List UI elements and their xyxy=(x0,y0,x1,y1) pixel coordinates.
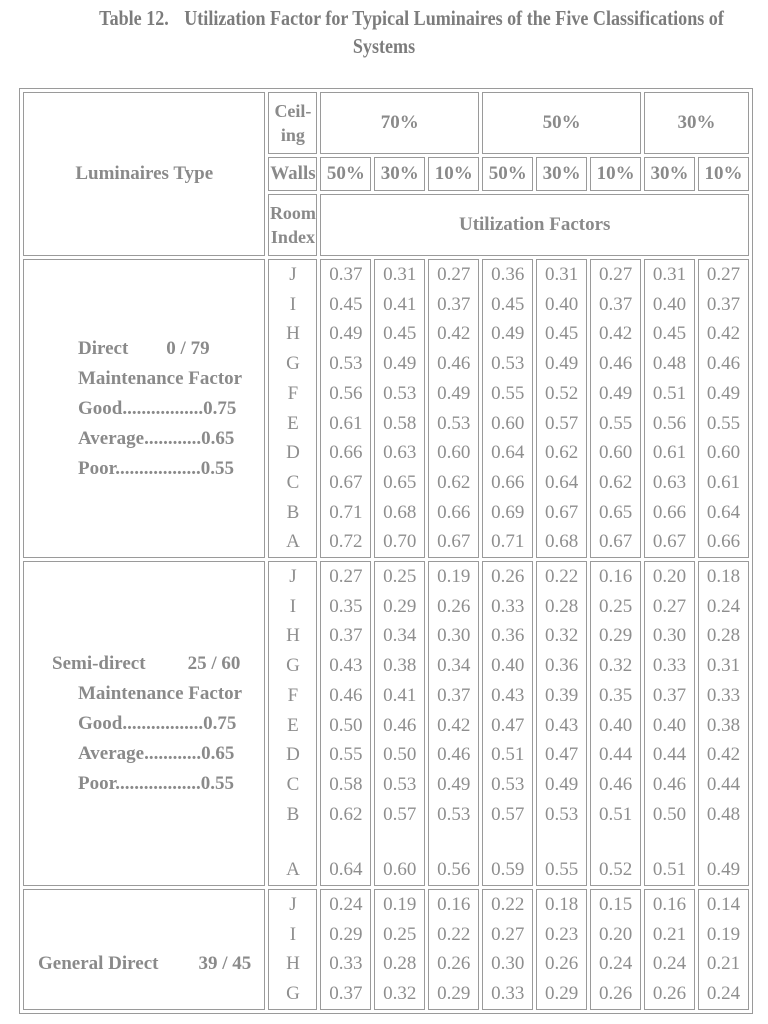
utilization-factor-cell: 0.37 xyxy=(437,684,471,706)
utilization-factor-cell: 0.14 xyxy=(706,894,741,916)
utilization-factor-cell: 0.26 xyxy=(437,953,471,975)
utilization-factor-cell: 0.53 xyxy=(491,353,525,375)
utilization-factor-cell: 0.26 xyxy=(652,983,687,1005)
utilization-factor-cell: 0.36 xyxy=(491,264,525,285)
utilization-factor-cell: 0.53 xyxy=(329,353,363,375)
luminaires-type-header: Luminaires Type xyxy=(23,92,265,256)
utilization-factor-cell: 0.51 xyxy=(598,803,633,825)
maintenance-poor: Poor..................0.55 xyxy=(78,772,235,794)
utilization-factor-cell: 0.48 xyxy=(652,353,687,375)
utilization-factor-cell: 0.21 xyxy=(652,923,687,945)
utilization-factor-cell: 0.28 xyxy=(706,625,741,647)
maintenance-factor-label: Maintenance Factor xyxy=(78,682,243,704)
utilization-factor-cell: 0.69 xyxy=(491,501,525,523)
room-index-column xyxy=(268,889,317,1010)
utilization-factor-cell: 0.67 xyxy=(437,531,471,553)
utilization-factor-cell: 0.29 xyxy=(383,595,417,617)
factor-column xyxy=(320,259,371,558)
utilization-factor-cell: 0.46 xyxy=(652,773,687,795)
type-name: General Direct xyxy=(38,952,159,974)
room-index-header xyxy=(268,194,317,256)
utilization-factor-cell: 0.38 xyxy=(383,655,417,677)
ceiling-group-50: 50% xyxy=(482,92,641,154)
utilization-factor-cell: 0.53 xyxy=(383,773,417,795)
factor-column xyxy=(644,889,695,1010)
room-index-value: A xyxy=(286,859,300,881)
room-index-value: J xyxy=(289,566,297,588)
utilization-factor-cell: 0.66 xyxy=(652,501,687,523)
utilization-factor-cell: 0.16 xyxy=(598,566,633,588)
factor-column xyxy=(428,889,479,1010)
utilization-factor-cell: 0.28 xyxy=(545,595,579,617)
utilization-factor-cell: 0.33 xyxy=(329,953,363,975)
room-index-value: F xyxy=(287,684,299,706)
utilization-factor-cell: 0.62 xyxy=(437,471,471,493)
utilization-factor-cell: 0.27 xyxy=(329,566,363,588)
utilization-factor-cell: 0.18 xyxy=(545,894,579,916)
utilization-factor-cell: 0.16 xyxy=(437,894,471,916)
utilization-factor-cell: 0.37 xyxy=(652,684,687,706)
utilization-factor-cell: 0.60 xyxy=(437,442,471,464)
room-index-value: G xyxy=(286,983,300,1005)
utilization-factor-cell: 0.50 xyxy=(383,744,417,766)
walls-value: 30% xyxy=(644,157,695,191)
utilization-factor-cell: 0.40 xyxy=(652,293,687,315)
walls-value: 30% xyxy=(374,157,425,191)
factor-column xyxy=(482,889,533,1010)
ceiling-header-line-2: ing xyxy=(280,125,305,145)
luminaire-type-semi-direct xyxy=(23,561,265,886)
utilization-factor-cell: 0.26 xyxy=(491,566,525,588)
utilization-factor-cell: 0.62 xyxy=(545,442,579,464)
utilization-factor-cell: 0.16 xyxy=(652,894,687,916)
utilization-factor-cell: 0.37 xyxy=(329,264,363,285)
utilization-factor-cell: 0.60 xyxy=(598,442,633,464)
utilization-factor-cell: 0.47 xyxy=(491,714,525,736)
utilization-factor-cell: 0.49 xyxy=(545,773,579,795)
utilization-factor-cell: 0.64 xyxy=(491,442,525,464)
utilization-factor-cell: 0.60 xyxy=(706,442,741,464)
utilization-factor-cell: 0.64 xyxy=(545,471,579,493)
utilization-factor-cell: 0.15 xyxy=(598,894,633,916)
utilization-factor-cell: 0.45 xyxy=(329,293,363,315)
utilization-factor-cell: 0.56 xyxy=(652,412,687,434)
utilization-factor-cell: 0.27 xyxy=(652,595,687,617)
type-ratio: 0 / 79 xyxy=(166,337,210,359)
utilization-factor-cell: 0.52 xyxy=(545,382,579,404)
type-ratio: 39 / 45 xyxy=(198,952,252,974)
utilization-factor-cell: 0.66 xyxy=(437,501,471,523)
utilization-factor-cell: 0.67 xyxy=(652,531,687,553)
utilization-factor-cell: 0.33 xyxy=(491,983,525,1005)
utilization-factor-cell: 0.53 xyxy=(437,412,471,434)
utilization-factor-cell: 0.39 xyxy=(545,684,579,706)
utilization-factor-cell: 0.31 xyxy=(545,264,579,285)
ceiling-header-line-1: Ceil- xyxy=(274,101,312,121)
utilization-factor-cell: 0.49 xyxy=(329,323,363,345)
utilization-factor-cell: 0.62 xyxy=(329,803,363,825)
utilization-factor-cell: 0.43 xyxy=(491,684,525,706)
utilization-factor-cell: 0.38 xyxy=(706,714,741,736)
utilization-factor-cell: 0.45 xyxy=(491,293,525,315)
utilization-factor-cell: 0.52 xyxy=(598,859,633,881)
utilization-factor-cell: 0.37 xyxy=(437,293,471,315)
room-index-value: B xyxy=(286,501,300,523)
utilization-factor-cell: 0.60 xyxy=(491,412,525,434)
utilization-factor-cell: 0.20 xyxy=(598,923,633,945)
utilization-factor-cell: 0.43 xyxy=(545,714,579,736)
room-index-column xyxy=(268,259,317,558)
utilization-factor-cell: 0.55 xyxy=(598,412,633,434)
room-index-value: G xyxy=(286,655,300,677)
utilization-factor-cell: 0.55 xyxy=(491,382,525,404)
utilization-factor-cell: 0.19 xyxy=(437,566,471,588)
utilization-factor-cell: 0.29 xyxy=(437,983,471,1005)
walls-value: 10% xyxy=(698,157,749,191)
factor-column xyxy=(428,259,479,558)
room-index-value: H xyxy=(286,625,300,647)
utilization-factor-cell: 0.25 xyxy=(383,923,417,945)
utilization-factor-cell: 0.36 xyxy=(491,625,525,647)
type-name-line xyxy=(24,949,264,979)
room-index-value: I xyxy=(289,293,297,315)
room-index-value: I xyxy=(289,923,297,945)
utilization-factor-cell: 0.68 xyxy=(383,501,417,523)
utilization-factor-cell: 0.34 xyxy=(437,655,471,677)
utilization-factor-cell: 0.47 xyxy=(545,744,579,766)
utilization-factor-cell: 0.40 xyxy=(545,293,579,315)
utilization-table xyxy=(19,88,753,1014)
group-row-general-direct xyxy=(23,889,749,1010)
utilization-factor-cell: 0.27 xyxy=(491,923,525,945)
utilization-factor-cell: 0.32 xyxy=(598,655,633,677)
factor-column xyxy=(536,259,587,558)
utilization-factor-cell: 0.37 xyxy=(706,293,741,315)
utilization-factor-cell: 0.55 xyxy=(545,859,579,881)
utilization-factor-cell: 0.22 xyxy=(545,566,579,588)
factor-column xyxy=(482,561,533,886)
utilization-factor-cell: 0.27 xyxy=(437,264,471,285)
utilization-factor-cell: 0.24 xyxy=(706,983,741,1005)
utilization-factor-cell: 0.55 xyxy=(329,744,363,766)
utilization-factor-cell: 0.49 xyxy=(598,382,633,404)
utilization-factor-cell: 0.40 xyxy=(598,714,633,736)
utilization-factor-cell: 0.59 xyxy=(491,859,525,881)
type-name: Semi-direct xyxy=(52,652,146,674)
utilization-factor-cell: 0.33 xyxy=(491,595,525,617)
factor-column xyxy=(320,561,371,886)
utilization-factor-cell: 0.53 xyxy=(383,382,417,404)
factor-column xyxy=(590,259,641,558)
utilization-factor-cell: 0.29 xyxy=(329,923,363,945)
maintenance-average: Average............0.65 xyxy=(78,742,235,764)
room-index-value: C xyxy=(286,773,300,795)
utilization-factor-cell: 0.66 xyxy=(491,471,525,493)
walls-value: 50% xyxy=(320,157,371,191)
factor-column xyxy=(536,889,587,1010)
utilization-factor-cell: 0.48 xyxy=(706,803,741,825)
utilization-factor-cell: 0.24 xyxy=(652,953,687,975)
group-row-direct xyxy=(23,259,749,558)
maintenance-average: Average............0.65 xyxy=(78,427,235,449)
maintenance-good: Good.................0.75 xyxy=(78,712,237,734)
utilization-factor-cell: 0.24 xyxy=(329,894,363,916)
utilization-factor-cell: 0.61 xyxy=(329,412,363,434)
utilization-factor-cell: 0.40 xyxy=(652,714,687,736)
utilization-factor-cell: 0.31 xyxy=(383,264,417,285)
utilization-factor-cell: 0.49 xyxy=(545,353,579,375)
utilization-factor-cell: 0.33 xyxy=(706,684,741,706)
factor-column xyxy=(482,259,533,558)
factor-column xyxy=(644,561,695,886)
walls-value: 30% xyxy=(536,157,587,191)
type-name: Direct xyxy=(78,337,129,359)
utilization-factor-cell: 0.49 xyxy=(437,773,471,795)
utilization-factor-cell: 0.56 xyxy=(329,382,363,404)
table-number: Table 12. xyxy=(99,6,169,30)
utilization-factor-cell: 0.30 xyxy=(491,953,525,975)
utilization-factor-cell: 0.44 xyxy=(598,744,633,766)
room-index-value: I xyxy=(289,595,297,617)
factor-column xyxy=(536,561,587,886)
table-title xyxy=(54,4,724,60)
utilization-factor-cell: 0.67 xyxy=(329,471,363,493)
factor-column xyxy=(698,889,749,1010)
utilization-factor-cell: 0.49 xyxy=(706,859,741,881)
factor-column xyxy=(698,259,749,558)
utilization-factor-cell: 0.35 xyxy=(598,684,633,706)
utilization-factor-cell: 0.41 xyxy=(383,684,417,706)
room-index-value: H xyxy=(286,323,300,345)
factor-column xyxy=(374,561,425,886)
ceiling-group-70: 70% xyxy=(320,92,479,154)
luminaire-type-general-direct xyxy=(23,889,265,1010)
room-index-value: D xyxy=(286,744,300,766)
utilization-factor-cell: 0.49 xyxy=(383,353,417,375)
utilization-factor-cell: 0.19 xyxy=(383,894,417,916)
utilization-factor-cell: 0.68 xyxy=(545,531,579,553)
utilization-factor-cell: 0.51 xyxy=(652,859,687,881)
utilization-factor-cell: 0.32 xyxy=(383,983,417,1005)
utilization-factor-cell: 0.31 xyxy=(706,655,741,677)
utilization-factor-cell: 0.44 xyxy=(706,773,741,795)
room-index-header-line-1: Room xyxy=(269,203,316,223)
utilization-factor-cell: 0.46 xyxy=(437,744,471,766)
utilization-factor-cell: 0.56 xyxy=(437,859,471,881)
utilization-factor-cell: 0.42 xyxy=(437,323,471,345)
utilization-factor-cell: 0.53 xyxy=(491,773,525,795)
utilization-factor-cell: 0.65 xyxy=(383,471,417,493)
utilization-factor-cell: 0.58 xyxy=(383,412,417,434)
utilization-factor-cell: 0.40 xyxy=(491,655,525,677)
utilization-factor-cell: 0.37 xyxy=(329,625,363,647)
utilization-factor-cell: 0.66 xyxy=(329,442,363,464)
utilization-factor-cell: 0.29 xyxy=(598,625,633,647)
utilization-factor-cell: 0.63 xyxy=(652,471,687,493)
utilization-factor-cell: 0.53 xyxy=(545,803,579,825)
maintenance-factor-label: Maintenance Factor xyxy=(78,367,243,389)
utilization-factor-cell: 0.32 xyxy=(545,625,579,647)
utilization-factor-cell: 0.70 xyxy=(383,531,417,553)
utilization-factor-cell: 0.50 xyxy=(652,803,687,825)
utilization-factor-cell: 0.49 xyxy=(437,382,471,404)
utilization-factor-cell: 0.72 xyxy=(329,531,363,553)
utilization-factor-cell: 0.33 xyxy=(652,655,687,677)
ceiling-group-30: 30% xyxy=(644,92,749,154)
utilization-factor-cell: 0.21 xyxy=(706,953,741,975)
utilization-factor-cell: 0.24 xyxy=(706,595,741,617)
utilization-factor-cell: 0.64 xyxy=(329,859,363,881)
room-index-value: D xyxy=(286,442,300,464)
factor-column xyxy=(428,561,479,886)
walls-value: 10% xyxy=(428,157,479,191)
utilization-factors-header: Utilization Factors xyxy=(320,194,749,256)
factor-column xyxy=(374,889,425,1010)
utilization-factor-cell: 0.45 xyxy=(652,323,687,345)
walls-value: 50% xyxy=(482,157,533,191)
utilization-factor-cell: 0.61 xyxy=(652,442,687,464)
utilization-factor-cell: 0.64 xyxy=(706,501,741,523)
utilization-factor-cell: 0.27 xyxy=(598,264,633,285)
utilization-factor-cell: 0.49 xyxy=(706,382,741,404)
utilization-factor-cell: 0.26 xyxy=(545,953,579,975)
utilization-factor-cell: 0.71 xyxy=(491,531,525,553)
walls-header: Walls xyxy=(268,157,317,191)
utilization-factor-cell: 0.30 xyxy=(652,625,687,647)
room-index-value: F xyxy=(287,382,299,404)
utilization-factor-cell: 0.44 xyxy=(652,744,687,766)
utilization-factor-cell: 0.62 xyxy=(598,471,633,493)
maintenance-good: Good.................0.75 xyxy=(78,397,237,419)
ceiling-header xyxy=(268,92,317,154)
walls-value: 10% xyxy=(590,157,641,191)
type-name-line xyxy=(24,649,264,679)
utilization-factor-cell: 0.31 xyxy=(652,264,687,285)
utilization-factor-cell: 0.57 xyxy=(383,803,417,825)
type-name-line xyxy=(24,334,264,364)
utilization-factor-cell: 0.67 xyxy=(545,501,579,523)
factor-column xyxy=(698,561,749,886)
room-index-value: E xyxy=(287,412,299,434)
utilization-factor-cell: 0.65 xyxy=(598,501,633,523)
factor-column xyxy=(644,259,695,558)
utilization-factor-cell: 0.51 xyxy=(491,744,525,766)
utilization-factor-cell: 0.27 xyxy=(706,264,741,285)
utilization-factor-cell: 0.61 xyxy=(706,471,741,493)
utilization-factor-cell: 0.55 xyxy=(706,412,741,434)
utilization-factor-cell: 0.25 xyxy=(383,566,417,588)
utilization-factor-cell: 0.46 xyxy=(383,714,417,736)
utilization-factor-cell: 0.30 xyxy=(437,625,471,647)
utilization-factor-cell: 0.23 xyxy=(545,923,579,945)
utilization-factor-cell: 0.41 xyxy=(383,293,417,315)
utilization-factor-cell: 0.46 xyxy=(598,773,633,795)
type-ratio: 25 / 60 xyxy=(187,652,241,674)
table-title-line-1 xyxy=(81,4,741,32)
room-index-value: J xyxy=(289,264,297,285)
utilization-factor-cell: 0.35 xyxy=(329,595,363,617)
utilization-factor-cell: 0.25 xyxy=(598,595,633,617)
utilization-factor-cell: 0.18 xyxy=(706,566,741,588)
table-title-line-2: Systems xyxy=(352,34,416,58)
room-index-value: E xyxy=(287,714,299,736)
factor-column xyxy=(590,889,641,1010)
utilization-factor-cell: 0.26 xyxy=(437,595,471,617)
table-title-text: Utilization Factor for Typical Luminaires of the Five Classifications of xyxy=(184,6,724,30)
utilization-factor-cell: 0.46 xyxy=(437,353,471,375)
luminaire-type-direct xyxy=(23,259,265,558)
group-row-semi-direct xyxy=(23,561,749,886)
utilization-factor-cell: 0.42 xyxy=(437,714,471,736)
utilization-factor-cell: 0.37 xyxy=(598,293,633,315)
utilization-factor-cell: 0.29 xyxy=(545,983,579,1005)
utilization-factor-cell: 0.63 xyxy=(383,442,417,464)
room-index-column xyxy=(268,561,317,886)
utilization-factor-cell: 0.22 xyxy=(437,923,471,945)
utilization-factor-cell: 0.71 xyxy=(329,501,363,523)
utilization-factor-cell: 0.45 xyxy=(545,323,579,345)
maintenance-poor: Poor..................0.55 xyxy=(78,457,235,479)
utilization-table-container xyxy=(19,88,753,1014)
room-index-value: J xyxy=(289,894,297,916)
utilization-factor-cell: 0.34 xyxy=(383,625,417,647)
utilization-factor-cell: 0.42 xyxy=(598,323,633,345)
utilization-factor-cell: 0.46 xyxy=(706,353,741,375)
utilization-factor-cell: 0.49 xyxy=(491,323,525,345)
utilization-factor-cell: 0.51 xyxy=(652,382,687,404)
room-index-value: H xyxy=(286,953,300,975)
utilization-factor-cell: 0.60 xyxy=(383,859,417,881)
factor-column xyxy=(320,889,371,1010)
utilization-factor-cell: 0.28 xyxy=(383,953,417,975)
utilization-factor-cell: 0.42 xyxy=(706,744,741,766)
utilization-factor-cell: 0.24 xyxy=(598,953,633,975)
utilization-factor-cell: 0.50 xyxy=(329,714,363,736)
utilization-factor-cell: 0.43 xyxy=(329,655,363,677)
utilization-factor-cell: 0.46 xyxy=(598,353,633,375)
utilization-factor-cell: 0.67 xyxy=(598,531,633,553)
utilization-factor-cell: 0.37 xyxy=(329,983,363,1005)
utilization-factor-cell: 0.45 xyxy=(383,323,417,345)
utilization-factor-cell: 0.42 xyxy=(706,323,741,345)
utilization-factor-cell: 0.53 xyxy=(437,803,471,825)
utilization-factor-cell: 0.22 xyxy=(491,894,525,916)
utilization-factor-cell: 0.46 xyxy=(329,684,363,706)
room-index-value: G xyxy=(286,353,300,375)
utilization-factor-cell: 0.66 xyxy=(706,531,741,553)
room-index-value: C xyxy=(286,471,300,493)
room-index-header-line-2: Index xyxy=(270,227,315,247)
utilization-factor-cell: 0.57 xyxy=(545,412,579,434)
room-index-value: A xyxy=(286,531,300,553)
factor-column xyxy=(590,561,641,886)
utilization-factor-cell: 0.19 xyxy=(706,923,741,945)
room-index-value: B xyxy=(286,803,300,825)
utilization-factor-cell: 0.57 xyxy=(491,803,525,825)
utilization-factor-cell: 0.58 xyxy=(329,773,363,795)
utilization-factor-cell: 0.26 xyxy=(598,983,633,1005)
utilization-factor-cell: 0.36 xyxy=(545,655,579,677)
factor-column xyxy=(374,259,425,558)
utilization-factor-cell: 0.20 xyxy=(652,566,687,588)
